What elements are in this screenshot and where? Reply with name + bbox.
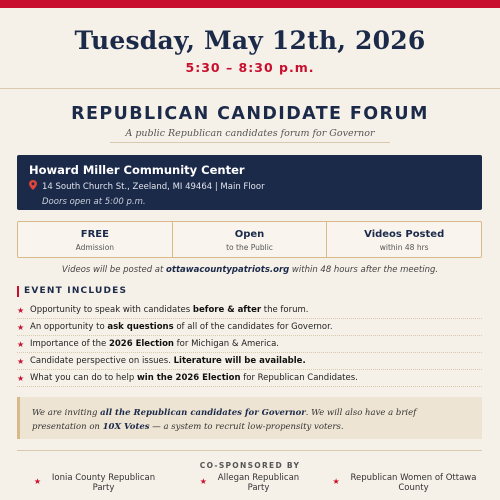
star-icon: ★ — [33, 477, 42, 486]
stat-sub: Admission — [75, 243, 115, 252]
event-includes-list — [17, 302, 482, 387]
forum-divider — [110, 142, 390, 143]
star-icon: ★ — [199, 477, 207, 486]
forum-heading-block — [0, 104, 500, 139]
stat-main: FREE — [80, 229, 109, 240]
star-icon: ★ — [17, 322, 25, 332]
cosponsor-divider — [17, 450, 482, 451]
cosponsor-name: Republican Women of Ottawa County — [350, 473, 477, 493]
item-text: Opportunity to speak with candidates before & after the forum. — [30, 305, 309, 315]
stat-main: Videos Posted — [364, 229, 445, 240]
forum-subtitle: A public Republican candidates forum for Governor — [125, 128, 375, 139]
stat-admission — [18, 222, 173, 257]
star-icon: ★ — [17, 305, 25, 315]
venue-name: Howard Miller Community Center — [29, 163, 245, 177]
videos-note — [0, 265, 500, 275]
venue-address: 14 South Church St., Zeeland, MI 49464 | Main Floor — [42, 181, 265, 192]
star-icon: ★ — [17, 356, 25, 366]
header-divider — [0, 88, 500, 89]
cosponsor-name: Ionia County Republican Party — [51, 473, 156, 493]
venue-doors: Doors open at 5:00 p.m. — [42, 197, 146, 207]
stat-sub: to the Public — [226, 243, 273, 252]
venue-box — [17, 155, 482, 210]
item-text: Candidate perspective on issues. Literature will be available. — [30, 356, 306, 366]
item-text: An opportunity to ask questions of all of the candidates for Governor. — [30, 322, 333, 332]
cosponsor-item — [172, 473, 327, 493]
top-accent-bar — [0, 0, 500, 8]
star-icon: ★ — [332, 477, 340, 486]
event-time: 5:30 – 8:30 p.m. — [185, 60, 315, 75]
stat-videos — [327, 222, 481, 257]
list-item — [17, 353, 482, 370]
venue-address-row — [29, 180, 470, 193]
stat-main: Open — [234, 229, 265, 240]
list-item — [17, 319, 482, 336]
website-link[interactable]: ottawacountypatriots.org — [166, 265, 290, 275]
map-pin-icon — [29, 180, 37, 193]
item-text: What you can do to help win the 2026 Election for Republican Candidates. — [30, 373, 358, 383]
list-item — [17, 370, 482, 387]
event-date: Tuesday, May 12th, 2026 — [74, 26, 426, 55]
item-text: Importance of the 2026 Election for Michigan & America. — [30, 339, 279, 349]
star-icon: ★ — [17, 339, 25, 349]
info-stats — [17, 221, 482, 258]
cosponsor-item — [327, 473, 482, 493]
event-includes-heading: EVENT INCLUDES — [17, 286, 127, 297]
forum-title: REPUBLICAN CANDIDATE FORUM — [71, 104, 429, 124]
star-icon: ★ — [17, 373, 25, 383]
invitation-note: We are inviting all the Republican candidates for Governor. We will also have a brief presentation on 10X Votes — a system to recruit low-propensity voters. — [17, 397, 482, 439]
cosponsor-name: Allegan Republican Party — [217, 473, 300, 493]
cosponsor-list — [17, 473, 482, 493]
videos-note-before: Videos will be posted at — [61, 265, 167, 275]
event-date-block — [0, 26, 500, 75]
stat-open — [173, 222, 328, 257]
cosponsor-heading: CO-SPONSORED BY — [199, 461, 301, 470]
stat-sub: within 48 hrs — [379, 243, 429, 252]
list-item — [17, 302, 482, 319]
cosponsor-item — [17, 473, 172, 493]
videos-note-after: within 48 hours after the meeting. — [289, 265, 439, 275]
list-item — [17, 336, 482, 353]
